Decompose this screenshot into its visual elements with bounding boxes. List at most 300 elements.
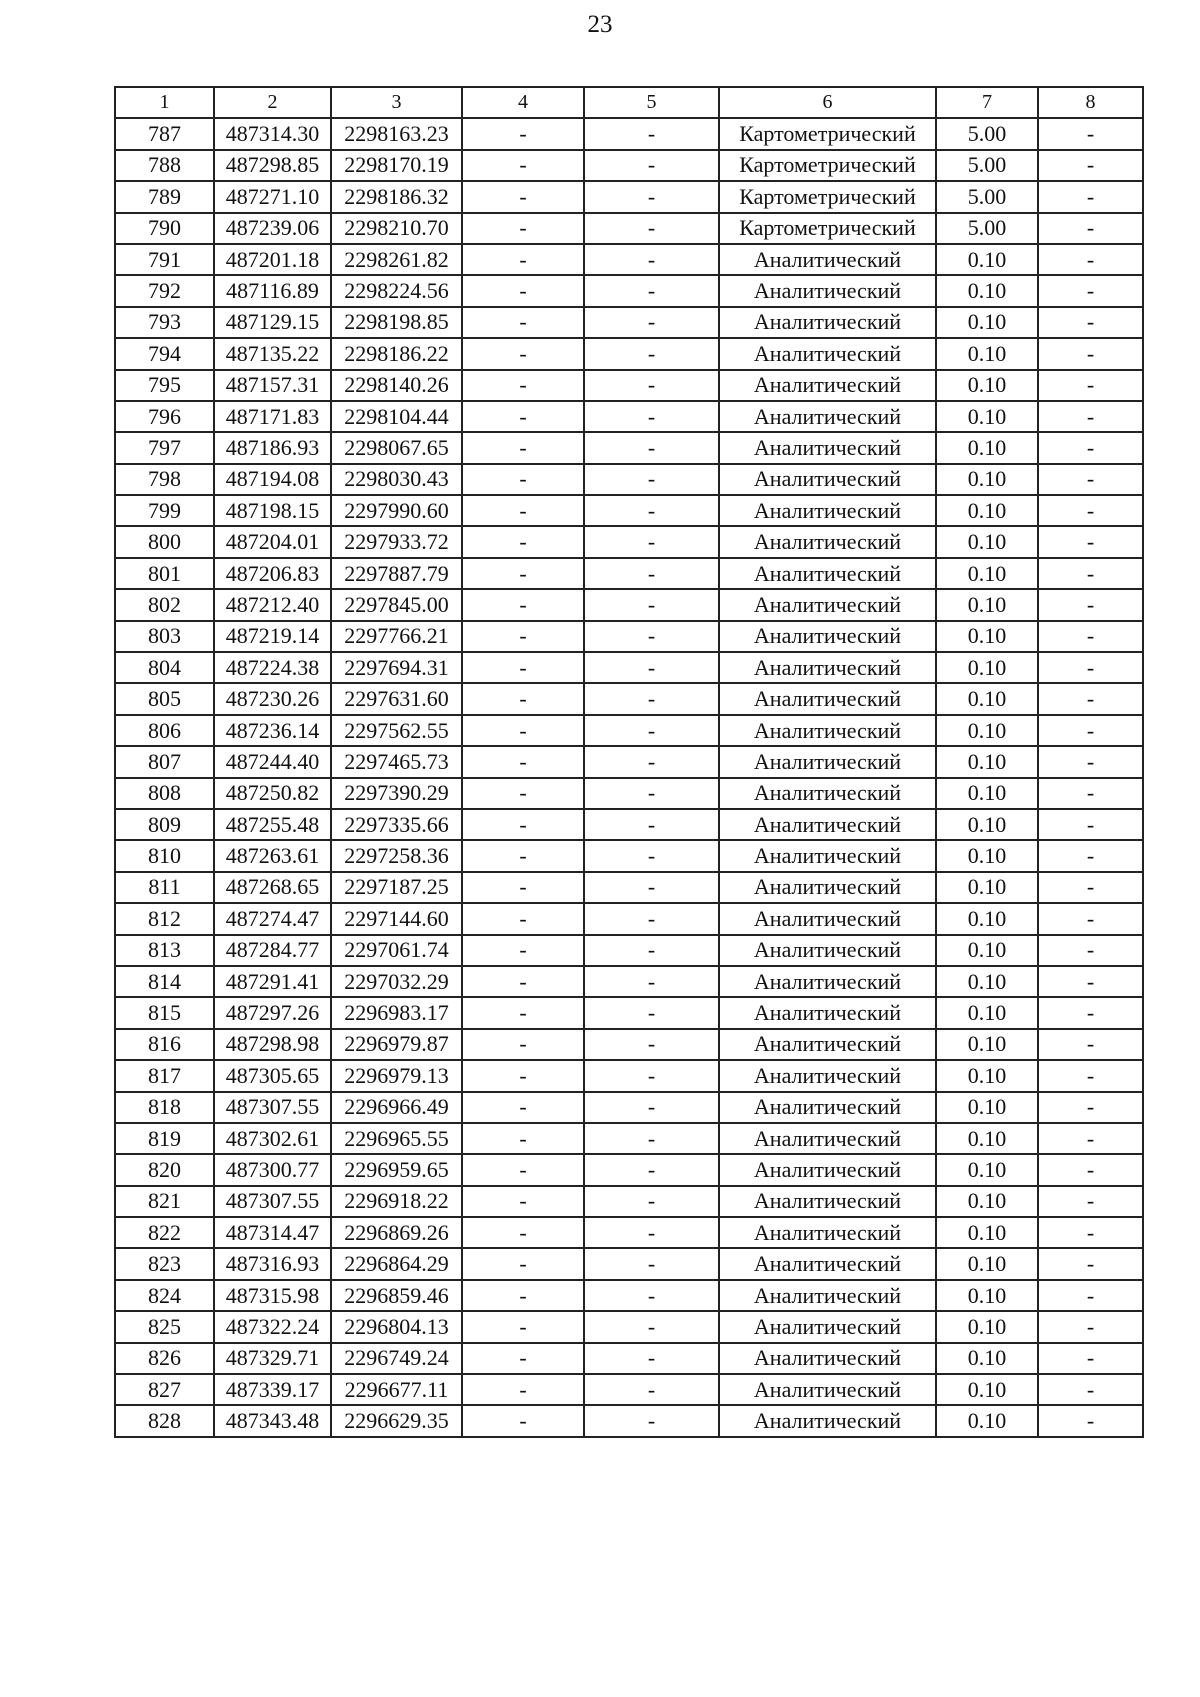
accuracy-cell: 0.10	[936, 1248, 1038, 1279]
point-number-cell: 787	[115, 118, 214, 149]
x-coordinate-cell: 487314.30	[214, 118, 331, 149]
accuracy-cell: 0.10	[936, 935, 1038, 966]
table-row	[115, 275, 1143, 306]
point-number-cell: 806	[115, 715, 214, 746]
column-5-cell: -	[584, 1092, 719, 1123]
y-coordinate-cell: 2297845.00	[331, 589, 462, 620]
y-coordinate-cell: 2297562.55	[331, 715, 462, 746]
accuracy-cell: 0.10	[936, 1343, 1038, 1374]
column-8-cell: -	[1038, 935, 1143, 966]
x-coordinate-cell: 487307.55	[214, 1186, 331, 1217]
accuracy-cell: 0.10	[936, 809, 1038, 840]
x-coordinate-cell: 487244.40	[214, 746, 331, 777]
method-cell: Картометрический	[719, 213, 936, 244]
table-row	[115, 1311, 1143, 1342]
x-coordinate-cell: 487298.85	[214, 150, 331, 181]
column-5-cell: -	[584, 432, 719, 463]
column-5-cell: -	[584, 1374, 719, 1405]
method-cell: Аналитический	[719, 1154, 936, 1185]
column-4-cell: -	[462, 621, 584, 652]
column-5-cell: -	[584, 935, 719, 966]
column-4-cell: -	[462, 1248, 584, 1279]
point-number-cell: 797	[115, 432, 214, 463]
column-5-cell: -	[584, 1154, 719, 1185]
column-8-cell: -	[1038, 997, 1143, 1028]
method-cell: Аналитический	[719, 526, 936, 557]
column-4-cell: -	[462, 338, 584, 369]
column-4-cell: -	[462, 495, 584, 526]
table-row	[115, 244, 1143, 275]
table-row	[115, 1154, 1143, 1185]
table-row	[115, 1343, 1143, 1374]
y-coordinate-cell: 2297990.60	[331, 495, 462, 526]
column-header: 3	[331, 87, 462, 118]
x-coordinate-cell: 487116.89	[214, 275, 331, 306]
column-4-cell: -	[462, 997, 584, 1028]
column-4-cell: -	[462, 746, 584, 777]
x-coordinate-cell: 487322.24	[214, 1311, 331, 1342]
y-coordinate-cell: 2298104.44	[331, 401, 462, 432]
y-coordinate-cell: 2298261.82	[331, 244, 462, 275]
method-cell: Аналитический	[719, 1060, 936, 1091]
column-4-cell: -	[462, 307, 584, 338]
column-5-cell: -	[584, 778, 719, 809]
point-number-cell: 823	[115, 1248, 214, 1279]
column-5-cell: -	[584, 464, 719, 495]
column-5-cell: -	[584, 1343, 719, 1374]
column-8-cell: -	[1038, 244, 1143, 275]
column-5-cell: -	[584, 840, 719, 871]
table-row	[115, 903, 1143, 934]
method-cell: Картометрический	[719, 181, 936, 212]
column-5-cell: -	[584, 338, 719, 369]
x-coordinate-cell: 487316.93	[214, 1248, 331, 1279]
column-4-cell: -	[462, 903, 584, 934]
point-number-cell: 802	[115, 589, 214, 620]
point-number-cell: 825	[115, 1311, 214, 1342]
point-number-cell: 795	[115, 370, 214, 401]
table-row	[115, 589, 1143, 620]
column-5-cell: -	[584, 1280, 719, 1311]
y-coordinate-cell: 2298163.23	[331, 118, 462, 149]
point-number-cell: 788	[115, 150, 214, 181]
column-5-cell: -	[584, 1311, 719, 1342]
column-4-cell: -	[462, 1092, 584, 1123]
column-8-cell: -	[1038, 307, 1143, 338]
point-number-cell: 794	[115, 338, 214, 369]
method-cell: Аналитический	[719, 621, 936, 652]
method-cell: Картометрический	[719, 150, 936, 181]
column-4-cell: -	[462, 872, 584, 903]
x-coordinate-cell: 487291.41	[214, 966, 331, 997]
method-cell: Аналитический	[719, 966, 936, 997]
x-coordinate-cell: 487204.01	[214, 526, 331, 557]
method-cell: Аналитический	[719, 1123, 936, 1154]
column-4-cell: -	[462, 432, 584, 463]
x-coordinate-cell: 487171.83	[214, 401, 331, 432]
method-cell: Картометрический	[719, 118, 936, 149]
accuracy-cell: 0.10	[936, 589, 1038, 620]
column-5-cell: -	[584, 809, 719, 840]
x-coordinate-cell: 487157.31	[214, 370, 331, 401]
point-number-cell: 789	[115, 181, 214, 212]
table-row	[115, 872, 1143, 903]
column-5-cell: -	[584, 1186, 719, 1217]
accuracy-cell: 0.10	[936, 652, 1038, 683]
y-coordinate-cell: 2297258.36	[331, 840, 462, 871]
x-coordinate-cell: 487236.14	[214, 715, 331, 746]
column-8-cell: -	[1038, 1280, 1143, 1311]
column-5-cell: -	[584, 966, 719, 997]
table-row	[115, 1123, 1143, 1154]
column-8-cell: -	[1038, 118, 1143, 149]
table-row	[115, 1248, 1143, 1279]
column-5-cell: -	[584, 118, 719, 149]
column-5-cell: -	[584, 495, 719, 526]
accuracy-cell: 5.00	[936, 213, 1038, 244]
x-coordinate-cell: 487274.47	[214, 903, 331, 934]
y-coordinate-cell: 2298067.65	[331, 432, 462, 463]
table-row	[115, 966, 1143, 997]
accuracy-cell: 0.10	[936, 495, 1038, 526]
y-coordinate-cell: 2297061.74	[331, 935, 462, 966]
method-cell: Аналитический	[719, 401, 936, 432]
column-8-cell: -	[1038, 150, 1143, 181]
accuracy-cell: 0.10	[936, 746, 1038, 777]
column-4-cell: -	[462, 683, 584, 714]
y-coordinate-cell: 2298224.56	[331, 275, 462, 306]
column-4-cell: -	[462, 652, 584, 683]
y-coordinate-cell: 2297631.60	[331, 683, 462, 714]
table-row	[115, 1060, 1143, 1091]
column-8-cell: -	[1038, 652, 1143, 683]
y-coordinate-cell: 2296966.49	[331, 1092, 462, 1123]
method-cell: Аналитический	[719, 715, 936, 746]
x-coordinate-cell: 487297.26	[214, 997, 331, 1028]
method-cell: Аналитический	[719, 307, 936, 338]
column-8-cell: -	[1038, 903, 1143, 934]
column-4-cell: -	[462, 213, 584, 244]
column-8-cell: -	[1038, 1029, 1143, 1060]
accuracy-cell: 0.10	[936, 997, 1038, 1028]
point-number-cell: 809	[115, 809, 214, 840]
x-coordinate-cell: 487305.65	[214, 1060, 331, 1091]
column-4-cell: -	[462, 1029, 584, 1060]
y-coordinate-cell: 2296959.65	[331, 1154, 462, 1185]
point-number-cell: 812	[115, 903, 214, 934]
table-header-row	[115, 87, 1143, 118]
x-coordinate-cell: 487314.47	[214, 1217, 331, 1248]
y-coordinate-cell: 2298186.32	[331, 181, 462, 212]
column-8-cell: -	[1038, 181, 1143, 212]
point-number-cell: 816	[115, 1029, 214, 1060]
table-row	[115, 526, 1143, 557]
column-8-cell: -	[1038, 621, 1143, 652]
point-number-cell: 827	[115, 1374, 214, 1405]
accuracy-cell: 0.10	[936, 1060, 1038, 1091]
point-number-cell: 799	[115, 495, 214, 526]
accuracy-cell: 0.10	[936, 1311, 1038, 1342]
column-5-cell: -	[584, 1405, 719, 1436]
accuracy-cell: 0.10	[936, 715, 1038, 746]
column-8-cell: -	[1038, 464, 1143, 495]
accuracy-cell: 0.10	[936, 526, 1038, 557]
column-5-cell: -	[584, 589, 719, 620]
accuracy-cell: 0.10	[936, 275, 1038, 306]
x-coordinate-cell: 487194.08	[214, 464, 331, 495]
y-coordinate-cell: 2297144.60	[331, 903, 462, 934]
column-8-cell: -	[1038, 966, 1143, 997]
accuracy-cell: 0.10	[936, 1092, 1038, 1123]
accuracy-cell: 0.10	[936, 1217, 1038, 1248]
accuracy-cell: 0.10	[936, 778, 1038, 809]
y-coordinate-cell: 2298170.19	[331, 150, 462, 181]
column-8-cell: -	[1038, 526, 1143, 557]
method-cell: Аналитический	[719, 1186, 936, 1217]
y-coordinate-cell: 2298198.85	[331, 307, 462, 338]
column-8-cell: -	[1038, 275, 1143, 306]
accuracy-cell: 0.10	[936, 432, 1038, 463]
column-4-cell: -	[462, 558, 584, 589]
coordinates-table	[114, 86, 1144, 1438]
x-coordinate-cell: 487329.71	[214, 1343, 331, 1374]
x-coordinate-cell: 487186.93	[214, 432, 331, 463]
method-cell: Аналитический	[719, 683, 936, 714]
point-number-cell: 818	[115, 1092, 214, 1123]
table-row	[115, 1217, 1143, 1248]
accuracy-cell: 0.10	[936, 1123, 1038, 1154]
column-4-cell: -	[462, 275, 584, 306]
table-row	[115, 401, 1143, 432]
table-row	[115, 715, 1143, 746]
method-cell: Аналитический	[719, 338, 936, 369]
column-5-cell: -	[584, 683, 719, 714]
x-coordinate-cell: 487250.82	[214, 778, 331, 809]
column-8-cell: -	[1038, 683, 1143, 714]
column-4-cell: -	[462, 464, 584, 495]
column-5-cell: -	[584, 370, 719, 401]
accuracy-cell: 0.10	[936, 370, 1038, 401]
column-4-cell: -	[462, 589, 584, 620]
x-coordinate-cell: 487339.17	[214, 1374, 331, 1405]
table-row	[115, 1092, 1143, 1123]
x-coordinate-cell: 487135.22	[214, 338, 331, 369]
y-coordinate-cell: 2296749.24	[331, 1343, 462, 1374]
column-8-cell: -	[1038, 1123, 1143, 1154]
method-cell: Аналитический	[719, 1092, 936, 1123]
y-coordinate-cell: 2297390.29	[331, 778, 462, 809]
column-8-cell: -	[1038, 1374, 1143, 1405]
x-coordinate-cell: 487298.98	[214, 1029, 331, 1060]
point-number-cell: 810	[115, 840, 214, 871]
method-cell: Аналитический	[719, 1311, 936, 1342]
column-4-cell: -	[462, 1374, 584, 1405]
table-row	[115, 1405, 1143, 1436]
column-5-cell: -	[584, 307, 719, 338]
method-cell: Аналитический	[719, 1374, 936, 1405]
column-5-cell: -	[584, 1060, 719, 1091]
method-cell: Аналитический	[719, 464, 936, 495]
method-cell: Аналитический	[719, 840, 936, 871]
point-number-cell: 800	[115, 526, 214, 557]
y-coordinate-cell: 2297465.73	[331, 746, 462, 777]
y-coordinate-cell: 2296677.11	[331, 1374, 462, 1405]
accuracy-cell: 0.10	[936, 1280, 1038, 1311]
x-coordinate-cell: 487284.77	[214, 935, 331, 966]
point-number-cell: 808	[115, 778, 214, 809]
accuracy-cell: 0.10	[936, 1374, 1038, 1405]
column-5-cell: -	[584, 872, 719, 903]
table-row	[115, 118, 1143, 149]
y-coordinate-cell: 2296864.29	[331, 1248, 462, 1279]
accuracy-cell: 0.10	[936, 464, 1038, 495]
column-8-cell: -	[1038, 840, 1143, 871]
y-coordinate-cell: 2297032.29	[331, 966, 462, 997]
table-row	[115, 1374, 1143, 1405]
column-5-cell: -	[584, 1123, 719, 1154]
table-row	[115, 464, 1143, 495]
x-coordinate-cell: 487300.77	[214, 1154, 331, 1185]
column-8-cell: -	[1038, 1343, 1143, 1374]
y-coordinate-cell: 2297766.21	[331, 621, 462, 652]
column-5-cell: -	[584, 181, 719, 212]
column-8-cell: -	[1038, 370, 1143, 401]
column-8-cell: -	[1038, 746, 1143, 777]
accuracy-cell: 0.10	[936, 903, 1038, 934]
table-row	[115, 997, 1143, 1028]
method-cell: Аналитический	[719, 370, 936, 401]
x-coordinate-cell: 487230.26	[214, 683, 331, 714]
column-4-cell: -	[462, 1060, 584, 1091]
accuracy-cell: 0.10	[936, 244, 1038, 275]
column-8-cell: -	[1038, 1154, 1143, 1185]
table-row	[115, 432, 1143, 463]
table-row	[115, 935, 1143, 966]
point-number-cell: 790	[115, 213, 214, 244]
column-4-cell: -	[462, 935, 584, 966]
table-row	[115, 370, 1143, 401]
column-5-cell: -	[584, 621, 719, 652]
method-cell: Аналитический	[719, 1405, 936, 1436]
table-body	[115, 118, 1143, 1436]
column-8-cell: -	[1038, 1217, 1143, 1248]
column-8-cell: -	[1038, 872, 1143, 903]
accuracy-cell: 5.00	[936, 150, 1038, 181]
method-cell: Аналитический	[719, 244, 936, 275]
x-coordinate-cell: 487224.38	[214, 652, 331, 683]
table-row	[115, 181, 1143, 212]
method-cell: Аналитический	[719, 1248, 936, 1279]
column-header: 2	[214, 87, 331, 118]
column-5-cell: -	[584, 1029, 719, 1060]
column-5-cell: -	[584, 715, 719, 746]
y-coordinate-cell: 2296979.87	[331, 1029, 462, 1060]
point-number-cell: 811	[115, 872, 214, 903]
column-8-cell: -	[1038, 778, 1143, 809]
table-row	[115, 621, 1143, 652]
column-8-cell: -	[1038, 589, 1143, 620]
column-header: 7	[936, 87, 1038, 118]
point-number-cell: 822	[115, 1217, 214, 1248]
column-4-cell: -	[462, 181, 584, 212]
method-cell: Аналитический	[719, 589, 936, 620]
point-number-cell: 798	[115, 464, 214, 495]
column-5-cell: -	[584, 526, 719, 557]
column-header: 1	[115, 87, 214, 118]
column-5-cell: -	[584, 401, 719, 432]
accuracy-cell: 0.10	[936, 1154, 1038, 1185]
column-8-cell: -	[1038, 432, 1143, 463]
accuracy-cell: 0.10	[936, 307, 1038, 338]
column-5-cell: -	[584, 997, 719, 1028]
table-row	[115, 213, 1143, 244]
column-4-cell: -	[462, 966, 584, 997]
accuracy-cell: 0.10	[936, 1029, 1038, 1060]
method-cell: Аналитический	[719, 495, 936, 526]
x-coordinate-cell: 487302.61	[214, 1123, 331, 1154]
accuracy-cell: 0.10	[936, 872, 1038, 903]
point-number-cell: 819	[115, 1123, 214, 1154]
column-8-cell: -	[1038, 1405, 1143, 1436]
point-number-cell: 793	[115, 307, 214, 338]
column-4-cell: -	[462, 401, 584, 432]
column-5-cell: -	[584, 903, 719, 934]
table-row	[115, 558, 1143, 589]
table-row	[115, 307, 1143, 338]
accuracy-cell: 0.10	[936, 558, 1038, 589]
column-4-cell: -	[462, 150, 584, 181]
point-number-cell: 804	[115, 652, 214, 683]
column-8-cell: -	[1038, 809, 1143, 840]
x-coordinate-cell: 487198.15	[214, 495, 331, 526]
method-cell: Аналитический	[719, 778, 936, 809]
accuracy-cell: 5.00	[936, 118, 1038, 149]
point-number-cell: 815	[115, 997, 214, 1028]
column-header: 5	[584, 87, 719, 118]
y-coordinate-cell: 2296859.46	[331, 1280, 462, 1311]
method-cell: Аналитический	[719, 935, 936, 966]
method-cell: Аналитический	[719, 746, 936, 777]
column-5-cell: -	[584, 275, 719, 306]
point-number-cell: 826	[115, 1343, 214, 1374]
table-row	[115, 338, 1143, 369]
column-4-cell: -	[462, 1405, 584, 1436]
column-header: 6	[719, 87, 936, 118]
table-row	[115, 778, 1143, 809]
column-4-cell: -	[462, 526, 584, 557]
column-4-cell: -	[462, 118, 584, 149]
point-number-cell: 796	[115, 401, 214, 432]
accuracy-cell: 0.10	[936, 338, 1038, 369]
column-4-cell: -	[462, 1217, 584, 1248]
table-row	[115, 683, 1143, 714]
column-4-cell: -	[462, 1343, 584, 1374]
column-8-cell: -	[1038, 1248, 1143, 1279]
point-number-cell: 817	[115, 1060, 214, 1091]
point-number-cell: 813	[115, 935, 214, 966]
y-coordinate-cell: 2297187.25	[331, 872, 462, 903]
y-coordinate-cell: 2297887.79	[331, 558, 462, 589]
y-coordinate-cell: 2297335.66	[331, 809, 462, 840]
y-coordinate-cell: 2298140.26	[331, 370, 462, 401]
y-coordinate-cell: 2297694.31	[331, 652, 462, 683]
column-5-cell: -	[584, 244, 719, 275]
accuracy-cell: 0.10	[936, 621, 1038, 652]
column-5-cell: -	[584, 213, 719, 244]
column-4-cell: -	[462, 809, 584, 840]
column-8-cell: -	[1038, 1311, 1143, 1342]
column-4-cell: -	[462, 840, 584, 871]
